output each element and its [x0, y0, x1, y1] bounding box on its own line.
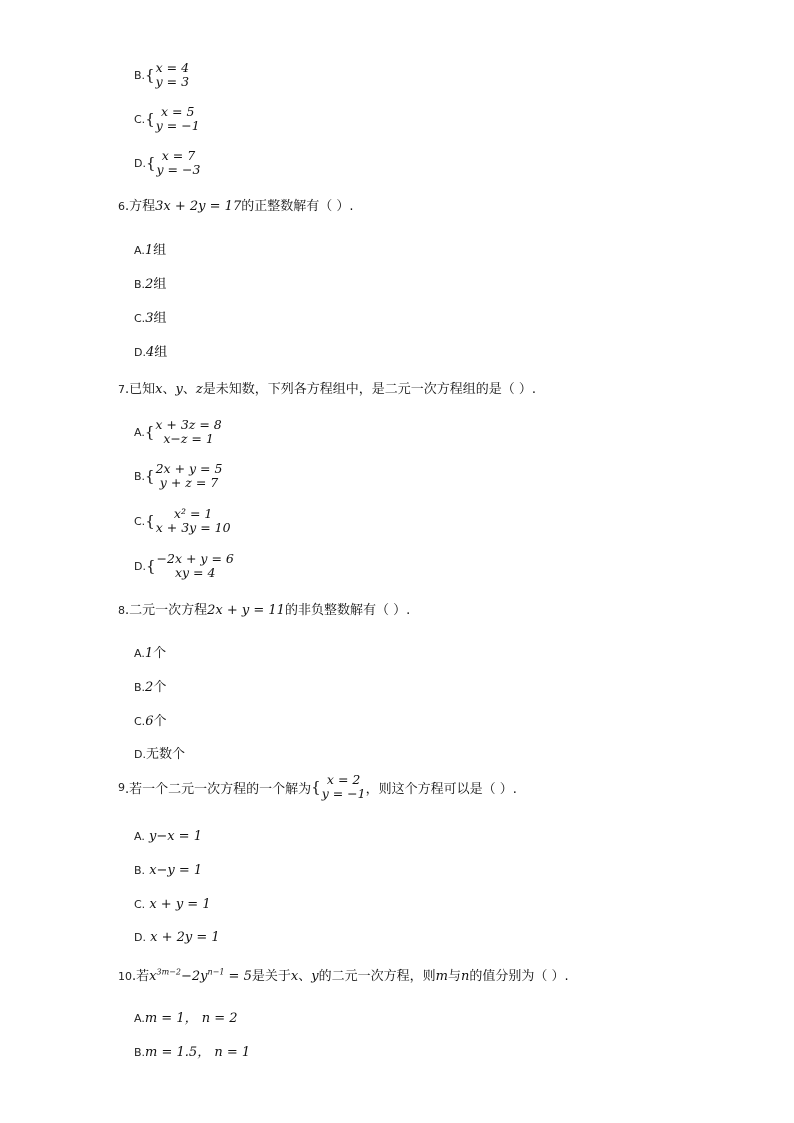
- option-label: D.: [134, 931, 146, 944]
- option-value: 2: [145, 680, 154, 695]
- option-label: A.: [134, 647, 145, 660]
- option-value: 1: [144, 243, 154, 258]
- q8-option-d[interactable]: [134, 743, 185, 762]
- option-unit: 组: [153, 277, 167, 292]
- question-6: [118, 195, 353, 214]
- q6-option-a[interactable]: [134, 239, 166, 258]
- question-number: 9: [118, 780, 125, 794]
- option-equation: m = 1， n = 2: [144, 1011, 238, 1026]
- question-text: 的非负整数解有（ ）.: [284, 603, 411, 618]
- q7-option-c[interactable]: [134, 507, 231, 535]
- system-eq1: x = 2: [326, 772, 361, 787]
- prev-option-d: [134, 149, 200, 177]
- question-number: 7: [118, 383, 125, 396]
- q10-option-b[interactable]: [134, 1041, 250, 1060]
- math-var: x: [290, 969, 299, 984]
- q9-option-d[interactable]: [134, 930, 220, 945]
- question-number: 8: [118, 604, 125, 617]
- option-label: D.: [134, 559, 146, 573]
- separator: 、: [298, 969, 312, 984]
- question-text: .若一个二元一次方程的一个解为: [125, 781, 312, 797]
- system-eq2: y = −3: [156, 162, 201, 177]
- question-number: 10: [118, 970, 132, 983]
- solution-system: [322, 773, 366, 801]
- question-text: .二元一次方程: [125, 603, 208, 618]
- option-label: A.: [134, 830, 145, 843]
- math-base: x: [149, 969, 157, 984]
- option-value: 6: [145, 714, 154, 729]
- option-label: A.: [134, 425, 145, 439]
- prev-option-c: [134, 105, 200, 133]
- option-label: B.: [134, 68, 146, 82]
- separator: 、: [162, 382, 176, 397]
- option-equation: m = 1.5， n = 1: [145, 1045, 251, 1060]
- question-text: 的正整数解有（ ）.: [241, 199, 354, 214]
- q6-option-c[interactable]: [134, 307, 166, 326]
- question-text: ，则这个方程可以是（ ）.: [365, 781, 517, 797]
- math-term: = 5: [224, 969, 252, 984]
- option-label: B.: [134, 864, 146, 877]
- question-9: [118, 773, 517, 801]
- q8-option-c[interactable]: [134, 710, 166, 729]
- brace-icon: {: [145, 110, 155, 128]
- option-label: D.: [134, 748, 146, 761]
- option-label: A.: [134, 244, 145, 257]
- system-eq2: xy = 4: [174, 565, 216, 580]
- q6-option-b[interactable]: [134, 273, 166, 292]
- option-label: B.: [134, 1046, 146, 1059]
- option-label: C.: [134, 312, 146, 325]
- option-unit: 无数个: [145, 747, 185, 762]
- math-var: y: [175, 382, 183, 397]
- option-equation: y−x = 1: [148, 829, 202, 844]
- math-exponent: n−1: [207, 967, 225, 977]
- option-equation: x + 2y = 1: [150, 930, 220, 945]
- math-var: m: [435, 969, 448, 984]
- system-eq2: y = −1: [155, 118, 200, 133]
- q6-option-d[interactable]: [134, 341, 167, 360]
- math-equation: 2x + y = 11: [207, 603, 285, 618]
- question-number: 6: [118, 200, 125, 213]
- question-text: .若: [132, 969, 150, 984]
- question-text: 是关于: [251, 969, 291, 984]
- system-eq2: y = −1: [321, 786, 366, 801]
- system-eq2: x−z = 1: [163, 431, 214, 446]
- q7-option-d[interactable]: [134, 552, 234, 580]
- system-eq1: x = 4: [155, 60, 190, 75]
- system-eq2: y + z = 7: [159, 475, 219, 490]
- math-exponent: 3m−2: [156, 967, 181, 977]
- question-text: 与: [447, 969, 461, 984]
- math-equation: [149, 969, 252, 984]
- option-value: 1: [144, 646, 154, 661]
- math-equation: 3x + 2y = 17: [155, 199, 242, 214]
- question-text: 的值分别为（ ）.: [469, 969, 569, 984]
- brace-icon: {: [145, 512, 155, 530]
- option-unit: 个: [153, 646, 167, 661]
- option-equation: x + y = 1: [149, 897, 211, 912]
- option-unit: 组: [153, 311, 167, 326]
- math-var: z: [195, 382, 203, 397]
- system-eq1: x = 7: [161, 148, 196, 163]
- system-eq2: x + 3y = 10: [155, 520, 231, 535]
- option-label: B.: [134, 681, 146, 694]
- q7-option-a[interactable]: [134, 418, 222, 446]
- option-unit: 组: [154, 345, 168, 360]
- option-equation: x−y = 1: [149, 863, 203, 878]
- system-eq1: −2x + y = 6: [156, 551, 234, 566]
- brace-icon: {: [144, 423, 155, 441]
- option-value: 3: [145, 311, 154, 326]
- brace-icon: {: [145, 467, 155, 485]
- question-7: [118, 378, 536, 397]
- question-8: [118, 599, 410, 618]
- math-var: y: [311, 969, 319, 984]
- q9-option-a[interactable]: [134, 829, 202, 844]
- system-eq1: x² = 1: [173, 506, 213, 521]
- option-label: A.: [134, 1012, 145, 1025]
- q9-option-c[interactable]: [134, 897, 211, 912]
- math-var: n: [460, 969, 470, 984]
- question-text: 是未知数，下列各方程组中，是二元一次方程组的是（ ）.: [202, 382, 536, 397]
- q8-option-b[interactable]: [134, 676, 166, 695]
- question-text: .方程: [125, 199, 156, 214]
- option-unit: 组: [153, 243, 167, 258]
- q8-option-a[interactable]: [134, 642, 166, 661]
- brace-icon: {: [145, 154, 156, 172]
- option-label: B.: [134, 469, 146, 483]
- question-10: [118, 965, 569, 984]
- option-unit: 个: [153, 680, 167, 695]
- option-label: C.: [134, 514, 146, 528]
- system-eq1: x + 3z = 8: [155, 417, 222, 432]
- brace-icon: {: [145, 557, 156, 575]
- option-label: C.: [134, 112, 146, 126]
- math-term: −2y: [180, 969, 208, 984]
- system-eq1: x = 5: [160, 104, 195, 119]
- q9-option-b[interactable]: [134, 863, 202, 878]
- brace-icon: {: [145, 66, 155, 84]
- separator: 、: [182, 382, 196, 397]
- system-eq1: 2x + y = 5: [155, 461, 223, 476]
- brace-icon: {: [311, 778, 321, 796]
- option-value: 4: [145, 345, 155, 360]
- option-unit: 个: [153, 714, 167, 729]
- option-label: D.: [134, 156, 146, 170]
- q10-option-a[interactable]: [134, 1007, 238, 1026]
- system-eq2: y = 3: [155, 74, 190, 89]
- option-label: D.: [134, 346, 146, 359]
- prev-option-b: [134, 61, 189, 89]
- option-label: C.: [134, 898, 146, 911]
- math-var: x: [155, 382, 163, 397]
- option-value: 2: [145, 277, 154, 292]
- option-label: C.: [134, 715, 146, 728]
- question-text: 的二元一次方程，则: [318, 969, 436, 984]
- question-text: .已知: [125, 382, 156, 397]
- option-label: B.: [134, 278, 146, 291]
- q7-option-b[interactable]: [134, 462, 222, 490]
